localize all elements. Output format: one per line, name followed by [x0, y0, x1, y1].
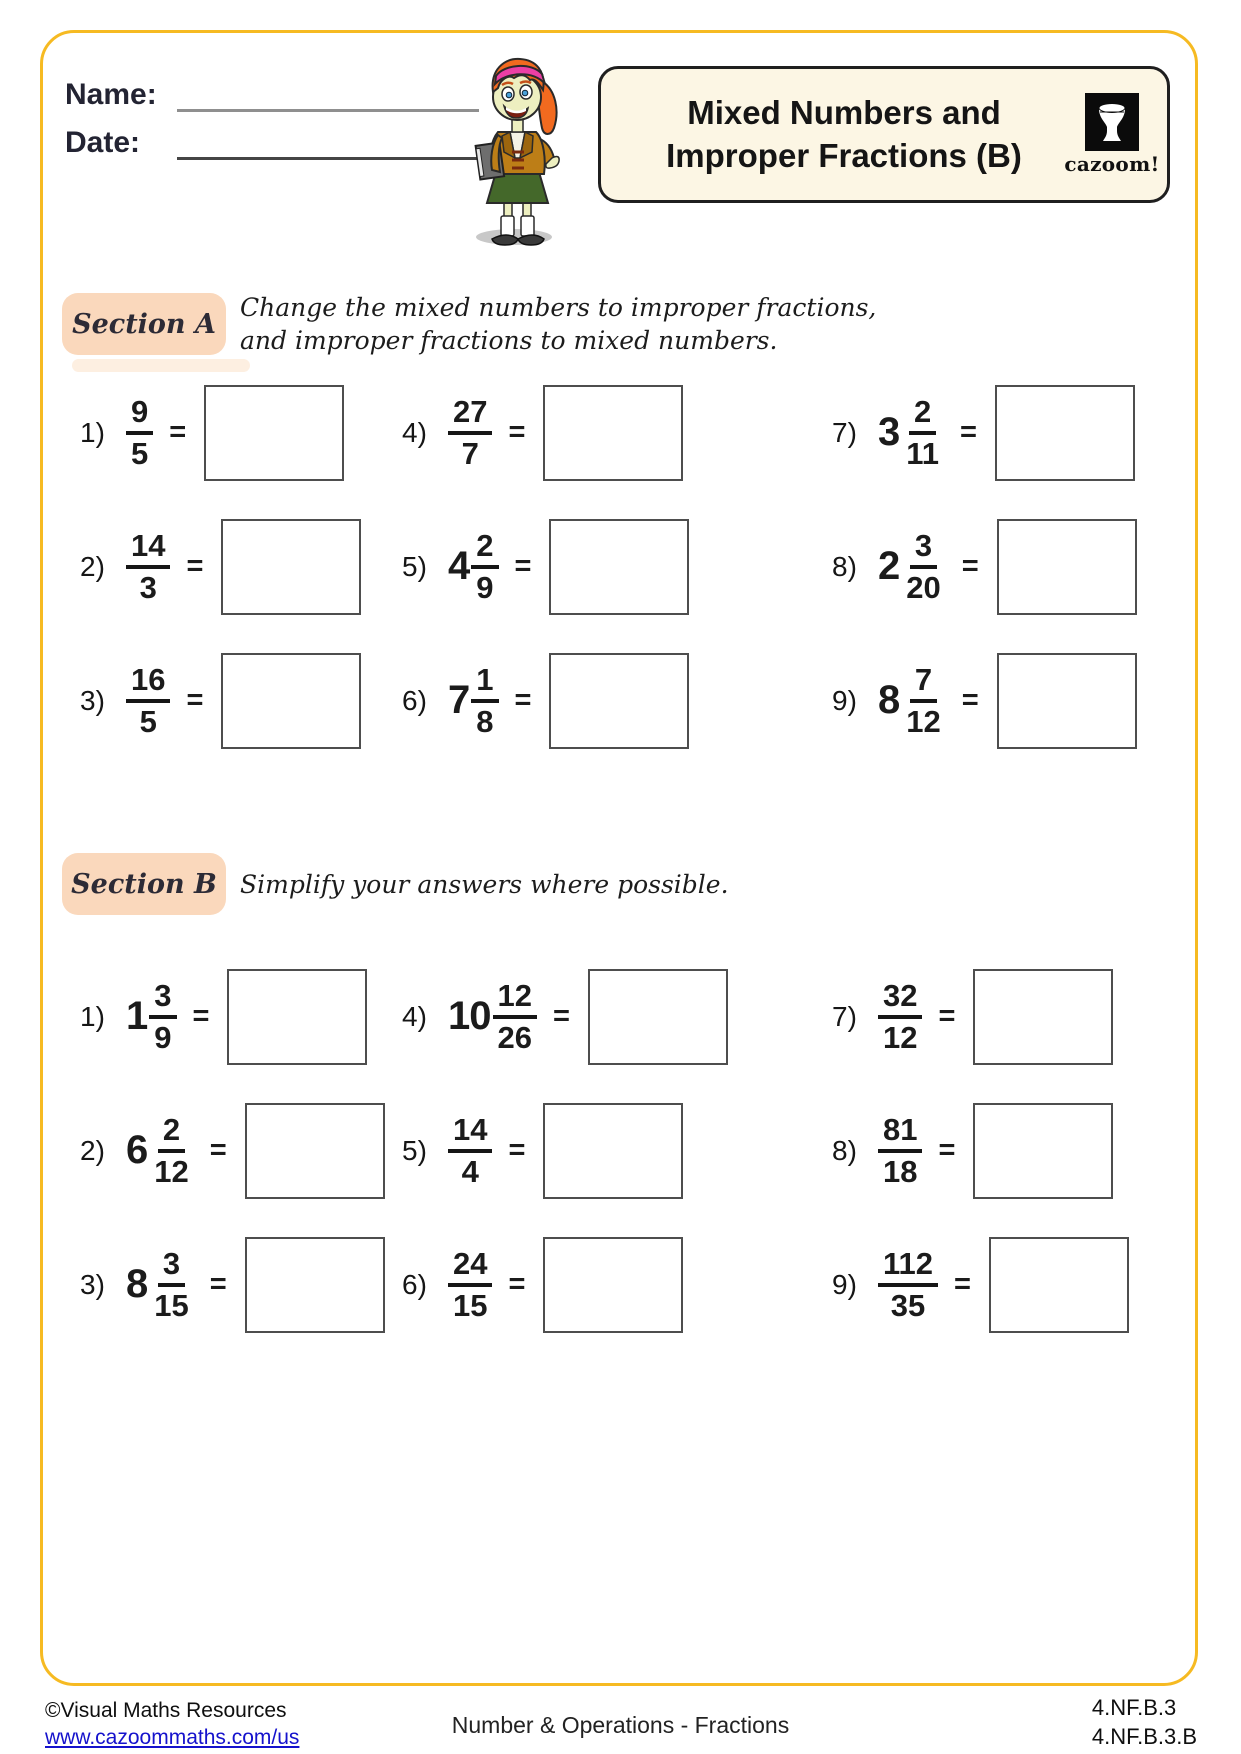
fraction [149, 1247, 193, 1322]
problem-number: 3) [80, 1268, 105, 1300]
answer-box[interactable] [973, 1103, 1113, 1199]
fraction-expression [126, 395, 153, 470]
equals-sign: = [169, 416, 187, 448]
problem-number: 9) [832, 1268, 857, 1300]
fraction-numerator: 7 [910, 663, 937, 702]
fraction [149, 979, 176, 1054]
answer-box[interactable] [997, 519, 1137, 615]
fraction-numerator: 9 [126, 395, 153, 434]
fraction-denominator: 11 [906, 435, 940, 471]
equals-sign: = [514, 684, 532, 716]
problem-item [832, 652, 1158, 749]
fraction-numerator: 16 [126, 663, 170, 702]
fraction-expression [448, 979, 537, 1054]
fraction [448, 395, 492, 470]
fraction-numerator: 81 [878, 1113, 922, 1152]
fraction [878, 979, 922, 1054]
fraction-denominator: 5 [139, 703, 157, 739]
equals-sign: = [954, 1268, 971, 1300]
fraction-denominator: 12 [906, 703, 941, 739]
problem-item [80, 1102, 402, 1199]
fraction-expression [878, 979, 922, 1054]
whole-number: 8 [126, 1262, 148, 1306]
fraction [878, 1247, 938, 1322]
fraction-denominator: 5 [131, 435, 149, 471]
whole-number: 6 [126, 1128, 148, 1172]
problem-item [402, 1102, 832, 1199]
fraction-expression [448, 1247, 492, 1322]
equals-sign: = [514, 550, 532, 582]
answer-box[interactable] [549, 519, 689, 615]
fraction-denominator: 9 [154, 1019, 172, 1055]
answer-box[interactable] [973, 969, 1113, 1065]
problem-number: 9) [832, 684, 857, 716]
footer-topic: Number & Operations - Fractions [451, 1712, 790, 1738]
equals-sign: = [938, 1000, 956, 1032]
djembe-drum-icon [1085, 93, 1139, 151]
problem-number: 4) [402, 416, 427, 448]
problem-item [402, 1236, 832, 1333]
problem-number: 8) [832, 550, 857, 582]
answer-box[interactable] [221, 653, 361, 749]
problem-number: 7) [832, 416, 857, 448]
fraction-denominator: 7 [461, 435, 479, 471]
fraction-expression [126, 663, 170, 738]
section-b-instruction: Simplify your answers where possible. [240, 870, 729, 899]
fraction-expression [448, 529, 499, 604]
equals-sign: = [552, 1000, 570, 1032]
whole-number: 7 [448, 678, 470, 722]
problem-number: 5) [402, 550, 427, 582]
date-row [65, 124, 479, 160]
standard-code-1: 4.NF.B.3 [1091, 1695, 1177, 1720]
problem-number: 5) [402, 1134, 427, 1166]
fraction [126, 395, 153, 470]
fraction-numerator: 14 [448, 1113, 492, 1152]
cazoommaths-link[interactable]: www.cazoommaths.com/us [45, 1726, 300, 1750]
problem-item [80, 968, 402, 1065]
whole-number: 10 [448, 994, 491, 1038]
equals-sign: = [961, 684, 979, 716]
fraction-numerator: 3 [158, 1247, 185, 1286]
equals-sign: = [508, 416, 526, 448]
problem-item [80, 652, 402, 749]
cazoom-logo [1064, 93, 1160, 176]
problem-number: 4) [402, 1000, 427, 1032]
answer-box[interactable] [543, 1237, 683, 1333]
fraction-expression [448, 1113, 492, 1188]
problem-number: 1) [80, 416, 105, 448]
problem-item [832, 968, 1158, 1065]
fraction-expression [878, 663, 946, 738]
fraction-expression [126, 979, 177, 1054]
name-row [65, 76, 479, 112]
section-a-label-shadow [72, 359, 250, 372]
fraction [126, 663, 170, 738]
fraction-denominator: 20 [906, 569, 941, 605]
fraction [901, 529, 945, 604]
fraction [149, 1113, 193, 1188]
fraction-numerator: 32 [878, 979, 922, 1018]
fraction-numerator: 2 [909, 395, 936, 434]
fraction-numerator: 112 [878, 1247, 938, 1286]
cazoom-logo-text: cazoom! [1064, 152, 1160, 176]
fraction [901, 395, 944, 470]
problem-number: 6) [402, 1268, 427, 1300]
fraction-numerator: 2 [471, 529, 498, 568]
section-b-problems [80, 968, 1158, 1333]
name-input-line[interactable] [177, 76, 479, 112]
problem-item [402, 968, 832, 1065]
fraction-numerator: 3 [149, 979, 176, 1018]
problem-item [832, 1236, 1158, 1333]
whole-number: 8 [878, 678, 900, 722]
fraction-expression [126, 1247, 194, 1322]
equals-sign: = [192, 1000, 210, 1032]
footer-standards [1092, 1694, 1197, 1751]
answer-box[interactable] [995, 385, 1135, 481]
answer-box[interactable] [549, 653, 689, 749]
fraction-expression [448, 663, 499, 738]
fraction-denominator: 15 [154, 1287, 189, 1323]
name-label: Name: [65, 78, 157, 111]
fraction-numerator: 1 [471, 663, 498, 702]
problem-number: 7) [832, 1000, 857, 1032]
fraction-expression [126, 529, 170, 604]
fraction-denominator: 26 [497, 1019, 532, 1055]
fraction-denominator: 12 [883, 1019, 918, 1055]
section-a-instruction: Change the mixed numbers to improper fractions, and improper fractions to mixed numbers. [240, 293, 877, 355]
answer-box[interactable] [588, 969, 728, 1065]
fraction [471, 529, 498, 604]
fraction-numerator: 3 [910, 529, 937, 568]
equals-sign: = [960, 416, 977, 448]
answer-box[interactable] [989, 1237, 1129, 1333]
answer-box[interactable] [204, 385, 344, 481]
section-b-label: Section B [62, 853, 226, 915]
fraction [878, 1113, 922, 1188]
problem-item [80, 518, 402, 615]
schoolgirl-illustration-icon [440, 40, 560, 255]
fraction-denominator: 4 [461, 1153, 479, 1189]
fraction-expression [878, 1113, 922, 1188]
answer-box[interactable] [227, 969, 367, 1065]
problem-item [832, 518, 1158, 615]
fraction-denominator: 8 [476, 703, 494, 739]
fraction-numerator: 27 [448, 395, 492, 434]
fraction [493, 979, 537, 1054]
worksheet-title-box [598, 66, 1170, 203]
equals-sign: = [186, 550, 204, 582]
equals-sign: = [508, 1134, 526, 1166]
problem-number: 8) [832, 1134, 857, 1166]
worksheet-title: Mixed Numbers and Improper Fractions (B) [666, 94, 1022, 174]
fraction-denominator: 18 [883, 1153, 918, 1189]
answer-box[interactable] [221, 519, 361, 615]
problem-item [832, 1102, 1158, 1199]
date-input-line[interactable] [177, 124, 479, 160]
problem-item [402, 518, 832, 615]
problem-number: 3) [80, 684, 105, 716]
problem-number: 1) [80, 1000, 105, 1032]
problem-item [402, 384, 832, 481]
problem-number: 6) [402, 684, 427, 716]
problem-number: 2) [80, 550, 105, 582]
fraction [126, 529, 170, 604]
fraction-denominator: 12 [154, 1153, 189, 1189]
fraction-denominator: 9 [476, 569, 494, 605]
whole-number: 4 [448, 544, 470, 588]
equals-sign: = [508, 1268, 526, 1300]
whole-number: 3 [878, 410, 900, 454]
fraction-numerator: 2 [158, 1113, 185, 1152]
fraction-numerator: 12 [493, 979, 537, 1018]
problem-number: 2) [80, 1134, 105, 1166]
problem-item [80, 384, 402, 481]
fraction-expression [878, 529, 946, 604]
date-label: Date: [65, 126, 141, 159]
fraction-numerator: 14 [126, 529, 170, 568]
equals-sign: = [209, 1268, 227, 1300]
fraction [448, 1113, 492, 1188]
copyright-text: ©Visual Maths Resources [45, 1699, 287, 1722]
answer-box[interactable] [245, 1103, 385, 1199]
fraction-denominator: 3 [139, 569, 157, 605]
whole-number: 2 [878, 544, 900, 588]
fraction-expression [878, 395, 944, 470]
problem-item [832, 384, 1158, 481]
answer-box[interactable] [245, 1237, 385, 1333]
answer-box[interactable] [997, 653, 1137, 749]
equals-sign: = [938, 1134, 956, 1166]
answer-box[interactable] [543, 1103, 683, 1199]
fraction-denominator: 35 [890, 1287, 926, 1323]
fraction-expression [448, 395, 492, 470]
equals-sign: = [209, 1134, 227, 1166]
fraction [448, 1247, 492, 1322]
problem-item [402, 652, 832, 749]
fraction [901, 663, 945, 738]
fraction-denominator: 15 [453, 1287, 488, 1323]
section-a-problems [80, 384, 1158, 749]
fraction [471, 663, 498, 738]
equals-sign: = [186, 684, 204, 716]
fraction-numerator: 24 [448, 1247, 492, 1286]
fraction-expression [878, 1247, 938, 1322]
standard-code-2: 4.NF.B.3.B [1091, 1723, 1197, 1749]
whole-number: 1 [126, 994, 148, 1038]
answer-box[interactable] [543, 385, 683, 481]
problem-item [80, 1236, 402, 1333]
equals-sign: = [961, 550, 979, 582]
fraction-expression [126, 1113, 194, 1188]
section-a-label: Section A [62, 293, 226, 355]
